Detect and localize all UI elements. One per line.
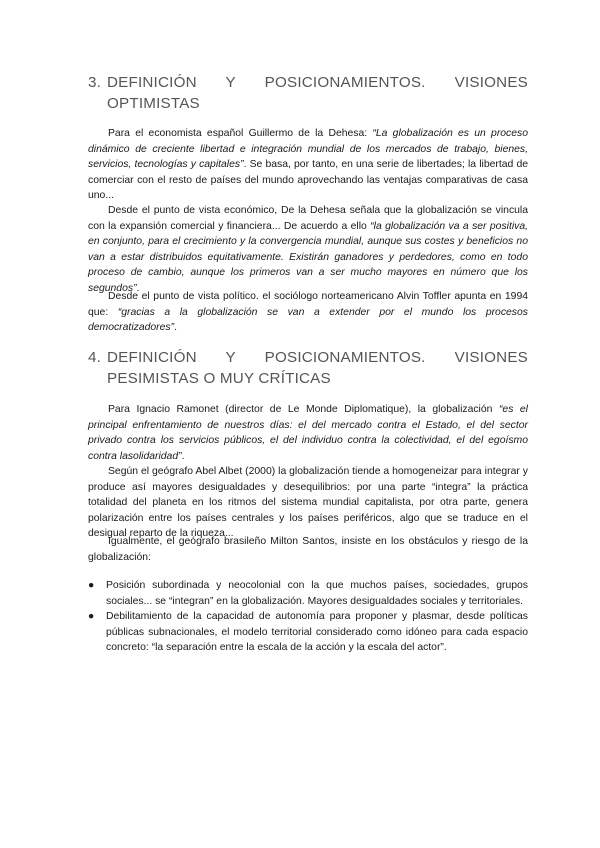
section-3-paragraph-2 <box>88 203 528 296</box>
quote: “gracias a la globalización se van a extender por el mundo los procesos democratizadores” <box>88 306 528 333</box>
text: . Se basa, por tanto, en una serie de libertades; la libertad de comerciar con el resto de países del mundo aprovechando las ventajas comparativas de casa uno... <box>88 159 528 201</box>
text: . <box>174 322 177 333</box>
section-3-paragraph-3 <box>88 289 528 336</box>
list-item <box>88 609 528 656</box>
section-3-heading <box>88 72 528 114</box>
quote: “es el principal enfrentamiento de nuestros días: el del mercado contra el Estado, el del sector privado contra los servicios públicos, el del individuo contra la colectividad, el del egoísmo contra lasolidaridad” <box>88 404 528 462</box>
section-4-heading <box>88 347 528 389</box>
section-3-title-line1: DEFINICIÓN Y POSICIONAMIENTOS. VISIONES <box>107 74 528 91</box>
section-4-paragraph-3: Igualmente, el geógrafo brasileño Milton Santos, insiste en los obstáculos y riesgo de la globalización: <box>88 536 528 563</box>
bullet-list <box>88 578 528 656</box>
quote: “la globalización va a ser positiva, en conjunto, para el crecimiento y la convergencia mundial, aunque sus costes y beneficios no van a estar distribuidos equitativamente. Existirán ganadores y perdedores, como en todo proceso de cambio, aunque los primeros van a ser mucho mayores en número que los segundos” <box>88 220 528 294</box>
section-4-number: 4. <box>88 349 102 366</box>
section-4-title-line2: PESIMISTAS O MUY CRÍTICAS <box>107 370 331 387</box>
list-item <box>88 578 528 609</box>
text: Desde el punto de vista económico, De la Dehesa señala que la globalización se vincula con la expansión comercial y financiera... De acuerdo a ello <box>88 205 528 232</box>
section-3-title-line2: OPTIMISTAS <box>107 95 200 112</box>
text: . <box>181 450 185 462</box>
text: Para Ignacio Ramonet (director de Le Monde Diplomatique), la globalización <box>108 404 499 415</box>
section-4-paragraph-1 <box>88 402 528 464</box>
text: Para el economista español Guillermo de la Dehesa: <box>108 128 373 139</box>
bullet-icon: ● <box>88 580 95 591</box>
list-item-text: Posición subordinada y neocolonial con la que muchos países, sociedades, grupos sociales... se “integran” en la globalización. Mayores desigualdades sociales y territoriales. <box>106 580 528 607</box>
text: . <box>136 282 140 294</box>
quote: “La globalización es un proceso dinámico de creciente libertad e integración mundial de los mercados de trabajo, bienes, servicios, tecnologías y capitales” <box>88 128 529 170</box>
section-4-title-line1: DEFINICIÓN Y POSICIONAMIENTOS. VISIONES <box>107 349 528 366</box>
section-4-paragraph-2: Según el geógrafo Abel Albet (2000) la globalización tiende a homogeneizar para integrar y produce así mayores desigualdades y desequilibrios: por una parte “integra” la práctica totalidad del planeta en los ritmos del sistema mundial capitalista, por otra parte, genera polarización entre los países centrales y los países periféricos, algo que se traduce en el desigual reparto de la riqueza... <box>88 466 528 539</box>
text: Desde el punto de vista político. el sociólogo norteamericano Alvin Toffler apunta en 1994 que: <box>88 291 528 318</box>
section-3-number: 3. <box>88 74 102 91</box>
section-3-paragraph-1 <box>88 126 528 204</box>
list-item-text: Debilitamiento de la capacidad de autonomía para proponer y plasmar, desde políticas públicas subnacionales, el modelo territorial considerado como idóneo para cada espacio concreto: “la separación entre la escala de la acción y la escala del actor”. <box>106 611 528 653</box>
bullet-icon: ● <box>88 611 95 622</box>
